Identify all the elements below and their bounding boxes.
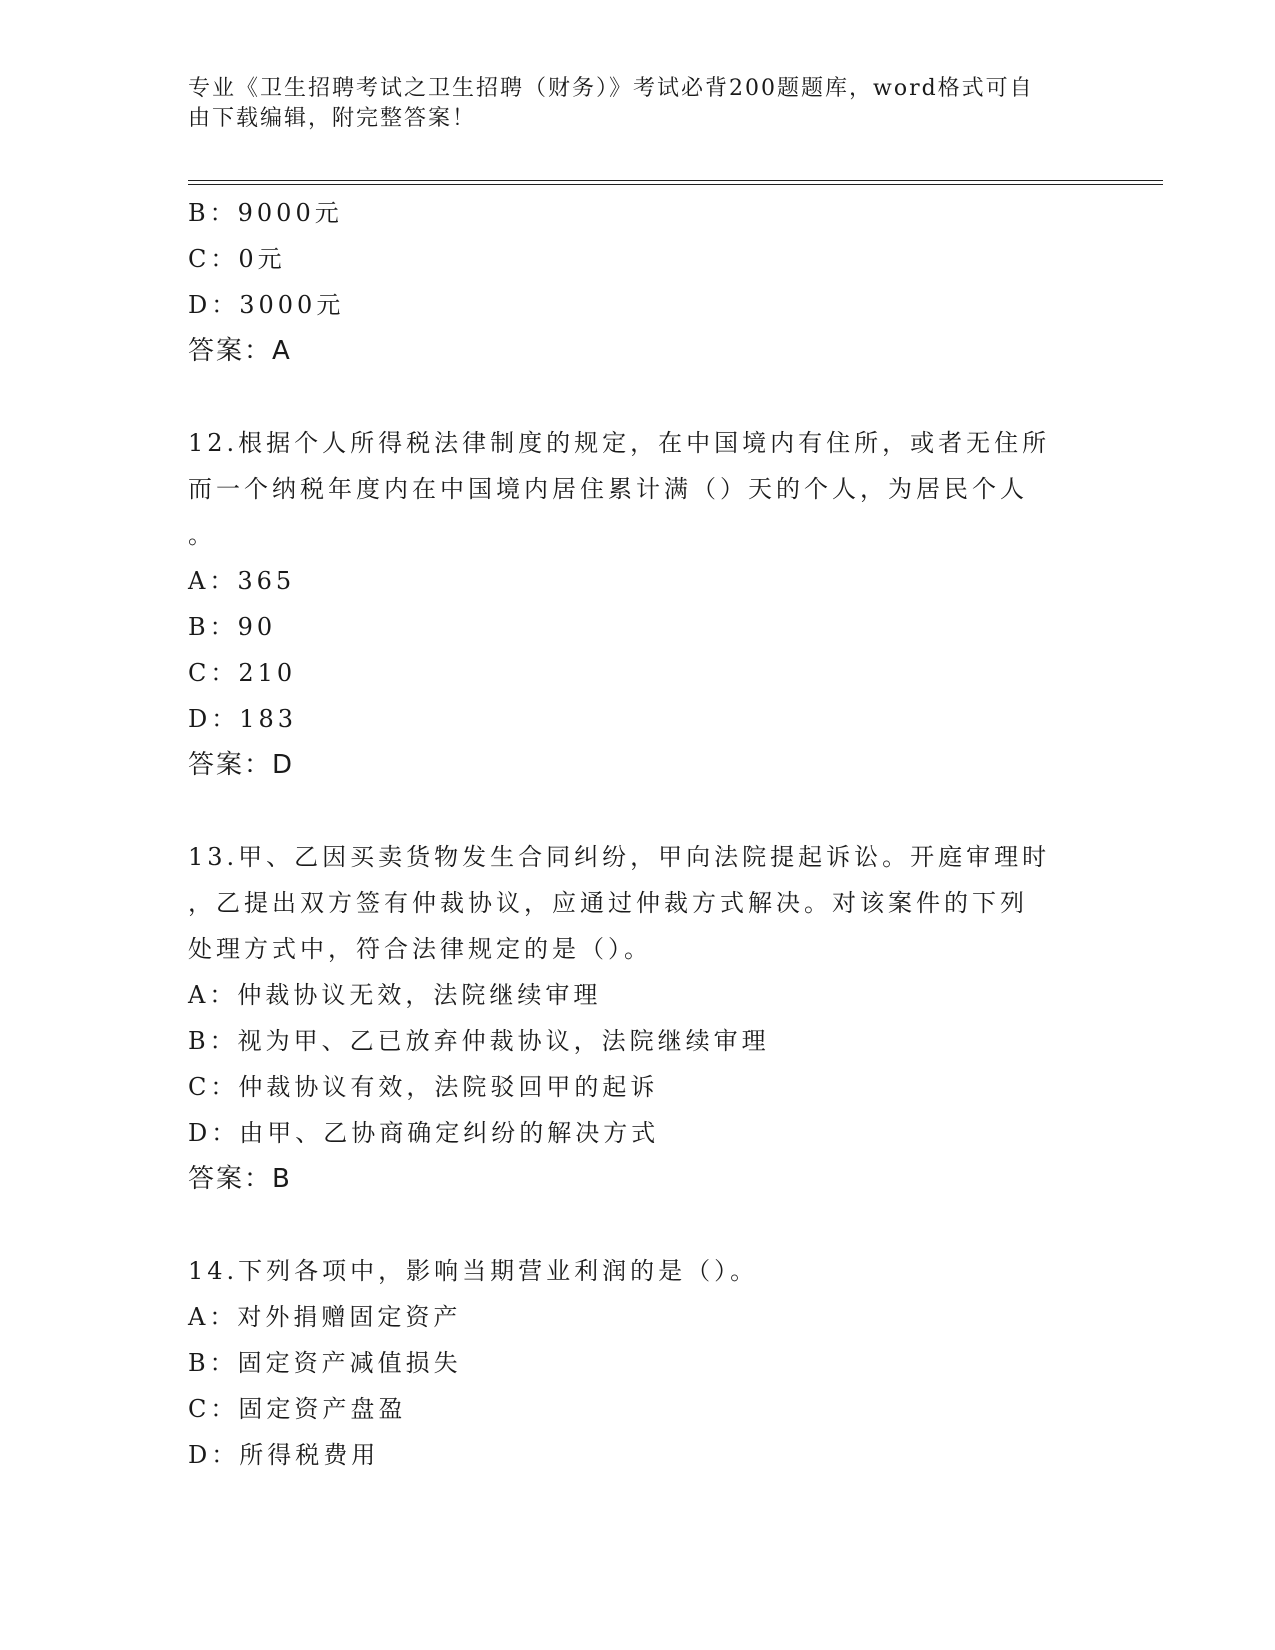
question-stem-line: 。 [188,521,216,549]
question-14 [188,1248,1088,1478]
document-header [188,74,1088,134]
question-stem-line: 13.甲、乙因买卖货物发生合同纠纷，甲向法院提起诉讼。开庭审理时 [188,843,1051,871]
answer-line: 答案：B [188,1164,292,1194]
option-d: D：所得税费用 [188,1441,380,1469]
option-c: C：仲裁协议有效，法院驳回甲的起诉 [188,1073,659,1101]
option-c: C：0元 [188,245,286,273]
question-stem-line: ，乙提出双方签有仲裁协议，应通过仲裁方式解决。对该案件的下列 [188,889,1028,917]
option-b: B：9000元 [188,199,343,227]
option-a: A：对外捐赠固定资产 [188,1303,462,1331]
question-13 [188,834,1088,1202]
option-b: B：视为甲、乙已放弃仲裁协议，法院继续审理 [188,1027,770,1055]
option-d: D：3000元 [188,291,345,319]
header-divider-bottom [188,184,1163,185]
answer-line: 答案：A [188,336,292,366]
header-line-1: 专业《卫生招聘考试之卫生招聘（财务）》考试必背200题题库，word格式可自 [188,76,1034,101]
question-stem-line: 处理方式中，符合法律规定的是（）。 [188,935,652,963]
option-b: B：90 [188,613,277,641]
option-c: C：210 [188,659,297,687]
question-12 [188,420,1088,788]
option-d: D：183 [188,705,298,733]
document-body [188,190,1088,1478]
prev-question-block [188,190,1088,374]
answer-line: 答案：D [188,750,295,780]
question-stem-line: 14.下列各项中，影响当期营业利润的是（）。 [188,1257,759,1285]
option-b: B：固定资产减值损失 [188,1349,462,1377]
header-line-2: 由下载编辑，附完整答案！ [188,106,477,131]
question-stem-line: 而一个纳税年度内在中国境内居住累计满（）天的个人，为居民个人 [188,475,1028,503]
option-a: A：365 [188,567,296,595]
option-a: A：仲裁协议无效，法院继续审理 [188,981,602,1009]
option-c: C：固定资产盘盈 [188,1395,407,1423]
question-stem-line: 12.根据个人所得税法律制度的规定，在中国境内有住所，或者无住所 [188,429,1051,457]
header-divider-top [188,180,1163,181]
option-d: D：由甲、乙协商确定纠纷的解决方式 [188,1119,660,1147]
